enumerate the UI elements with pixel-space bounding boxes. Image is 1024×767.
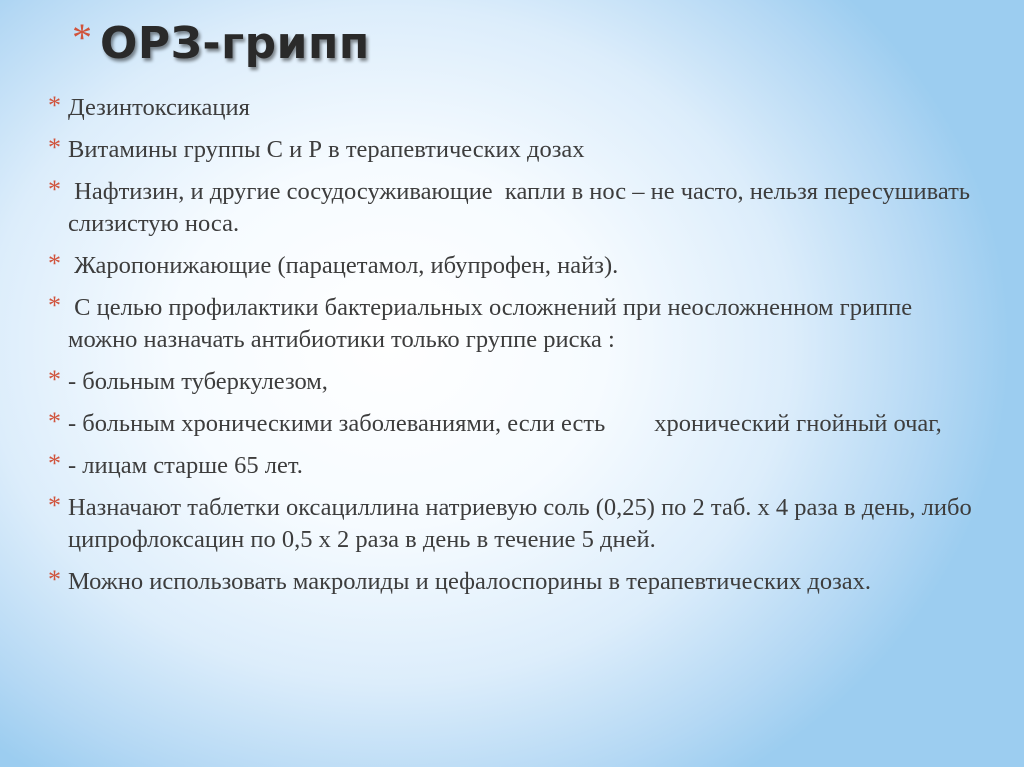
bullet-star: *	[48, 291, 61, 320]
list-item-text: Нафтизин, и другие сосудосуживающие капли в нос – не часто, нельзя пересушивать слизистую носа.	[68, 178, 977, 237]
list-item	[48, 92, 978, 124]
list-item	[48, 566, 978, 598]
list-item	[48, 176, 978, 240]
list-item-text: Витамины группы С и Р в терапевтических дозах	[68, 136, 585, 163]
list-item-text: - лицам старше 65 лет.	[68, 452, 303, 479]
slide-title-row	[72, 14, 370, 84]
list-item	[48, 408, 978, 440]
bullet-star: *	[48, 491, 61, 520]
list-item-text: Назначают таблетки оксациллина натриевую соль (0,25) по 2 таб. х 4 раза в день, либо ципрофлоксацин по 0,5 х 2 раза в день в течение 5 дней.	[68, 494, 972, 553]
list-item	[48, 492, 978, 556]
list-item-text: Дезинтоксикация	[68, 94, 250, 121]
list-item-text: Можно использовать макролиды и цефалоспорины в терапевтических дозах.	[68, 568, 872, 595]
list-item	[48, 366, 978, 398]
bullet-star: *	[48, 249, 61, 278]
list-item-text: - больным туберкулезом,	[68, 368, 328, 395]
title-bullet-star: *	[72, 15, 92, 60]
slide-title: ОРЗ-грипп	[100, 18, 370, 69]
bullet-star: *	[48, 175, 61, 204]
bullet-star: *	[48, 365, 61, 394]
bullet-list	[48, 92, 978, 598]
list-item	[48, 134, 978, 166]
bullet-star: *	[48, 449, 61, 478]
list-item-text: Жаропонижающие (парацетамол, ибупрофен, найз).	[68, 252, 619, 279]
list-item	[48, 292, 978, 356]
bullet-star: *	[48, 407, 61, 436]
list-item	[48, 250, 978, 282]
list-item	[48, 450, 978, 482]
bullet-star: *	[48, 91, 61, 120]
bullet-star: *	[48, 565, 61, 594]
list-item-text: - больным хроническими заболеваниями, если есть хронический гнойный очаг,	[68, 410, 942, 437]
list-item-text: С целью профилактики бактериальных осложнений при неосложненном гриппе можно назначать антибиотики только группе риска :	[68, 294, 919, 353]
bullet-star: *	[48, 133, 61, 162]
